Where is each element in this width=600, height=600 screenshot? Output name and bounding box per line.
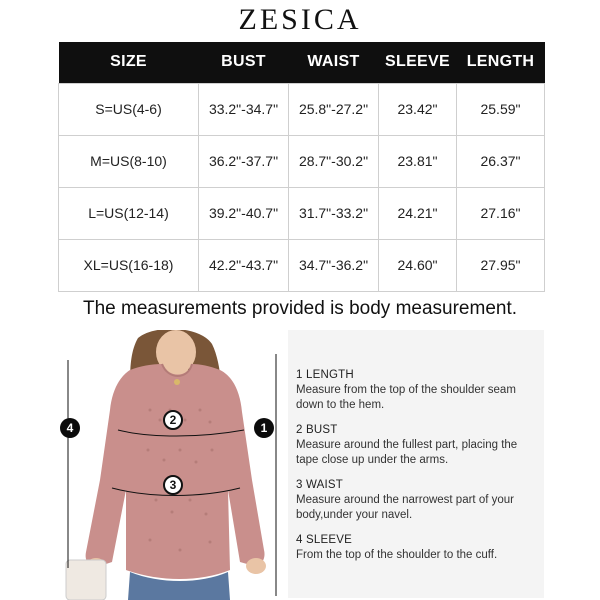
step-description: Measure from the top of the shoulder seam down to the hem. [296,384,516,411]
cell-length: 26.37" [457,135,545,187]
table-row [59,135,545,187]
header-size: SIZE [59,42,199,83]
step-title: 1 LENGTH [296,369,354,381]
cell-sleeve: 24.21" [379,187,457,239]
cell-waist: 31.7"-33.2" [289,187,379,239]
table-row [59,239,545,291]
cell-bust: 42.2"-43.7" [199,239,289,291]
cell-size: S=US(4-6) [59,83,199,135]
step-waist [296,478,536,523]
measurement-note: The measurements provided is body measurement. [82,298,518,319]
cell-size: M=US(8-10) [59,135,199,187]
cell-size: XL=US(16-18) [59,239,199,291]
step-description: From the top of the shoulder to the cuff. [296,549,498,561]
cell-length: 25.59" [457,83,545,135]
marker-waist: 3 [163,475,183,495]
cell-sleeve: 24.60" [379,239,457,291]
cell-waist: 28.7"-30.2" [289,135,379,187]
table-row [59,83,545,135]
cell-sleeve: 23.42" [379,83,457,135]
cell-sleeve: 23.81" [379,135,457,187]
header-bust: BUST [199,42,289,83]
header-length: LENGTH [457,42,545,83]
marker-sleeve: 4 [60,418,80,438]
size-chart-table [58,42,545,292]
cell-size: L=US(12-14) [59,187,199,239]
step-title: 4 SLEEVE [296,534,352,546]
marker-bust: 2 [163,410,183,430]
model-photo [60,330,285,600]
cell-length: 27.95" [457,239,545,291]
table-row [59,187,545,239]
table-header-row [59,42,545,83]
header-waist: WAIST [289,42,379,83]
cell-waist: 34.7"-36.2" [289,239,379,291]
cell-length: 27.16" [457,187,545,239]
brand-logo: ZESICA [238,3,362,36]
step-sleeve [296,533,536,563]
cell-waist: 25.8"-27.2" [289,83,379,135]
step-description: Measure around the fullest part, placing the tape close up under the arms. [296,439,518,466]
marker-length: 1 [254,418,274,438]
step-title: 2 BUST [296,424,338,436]
cell-bust: 39.2"-40.7" [199,187,289,239]
cell-bust: 33.2"-34.7" [199,83,289,135]
measurement-instructions [288,330,544,598]
blouse-illustration [60,330,285,600]
step-bust [296,423,536,468]
step-title: 3 WAIST [296,479,343,491]
header-sleeve: SLEEVE [379,42,457,83]
step-length [296,368,536,413]
cell-bust: 36.2"-37.7" [199,135,289,187]
step-description: Measure around the narrowest part of your body,under your navel. [296,494,514,521]
